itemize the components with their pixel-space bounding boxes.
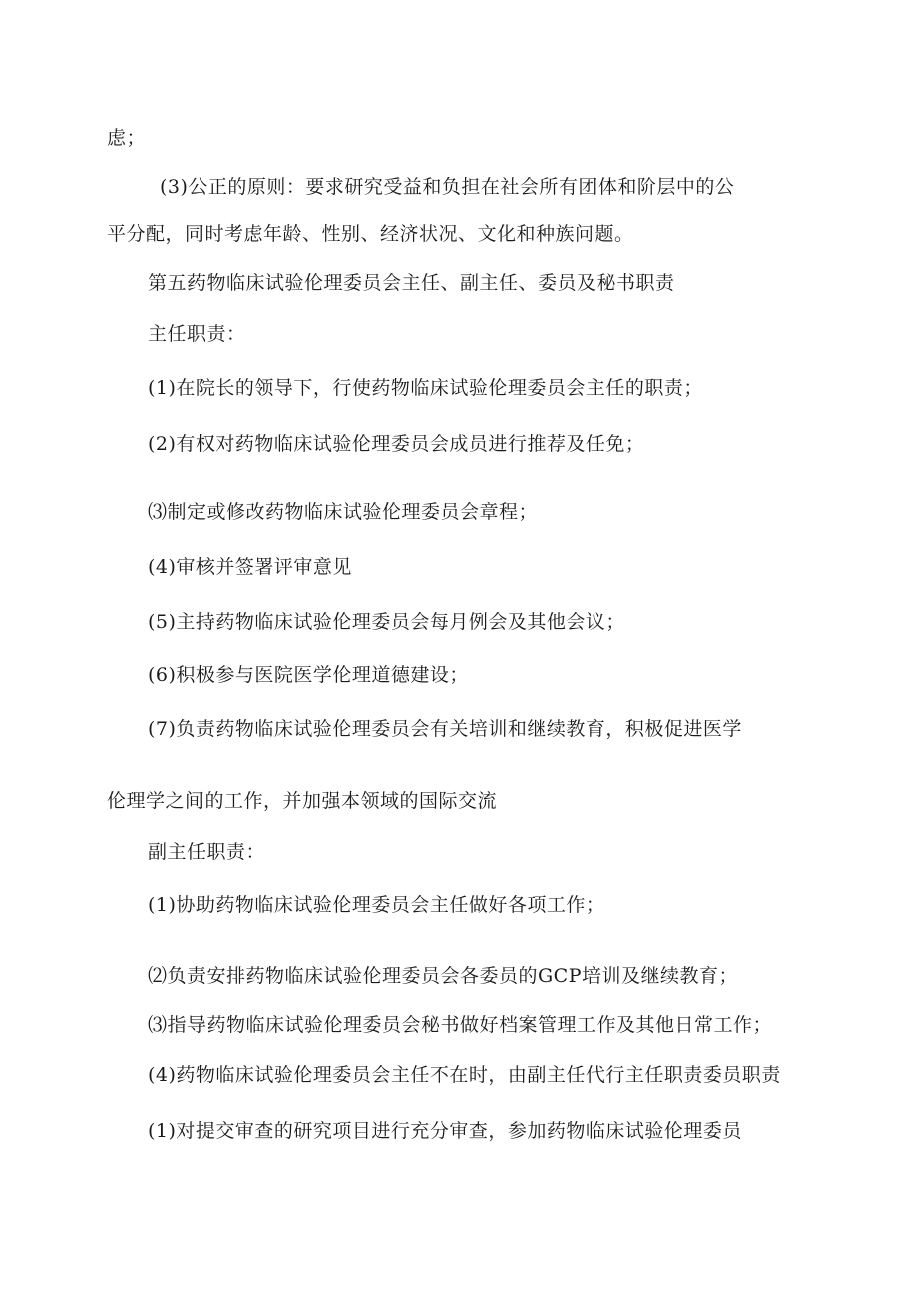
list-item: (2)有权对药物临床试验伦理委员会成员进行推荐及任免； <box>148 433 645 455</box>
list-item: (5)主持药物临床试验伦理委员会每月例会及其他会议； <box>148 611 625 633</box>
subheading-director-duties: 主任职责： <box>148 323 246 345</box>
list-item: ⑶制定或修改药物临床试验伦理委员会章程； <box>148 501 539 523</box>
subheading-deputy-director-duties: 副主任职责： <box>148 841 266 863</box>
text-line: 虑； <box>107 127 147 149</box>
list-item: ⑶指导药物临床试验伦理委员会秘书做好档案管理工作及其他日常工作； <box>148 1014 773 1036</box>
list-item-continuation: 伦理学之间的工作，并加强本领域的国际交流 <box>107 790 498 812</box>
text-line: 平分配，同时考虑年龄、性别、经济状况、文化和种族问题。 <box>107 223 634 245</box>
list-item: (7)负责药物临床试验伦理委员会有关培训和继续教育，积极促进医学 <box>148 718 742 740</box>
list-item: (6)积极参与医院医学伦理道德建设； <box>148 664 469 686</box>
list-item: (4)药物临床试验伦理委员会主任不在时，由副主任代行主任职责委员职责 <box>148 1064 781 1086</box>
list-item: (1)对提交审查的研究项目进行充分审查，参加药物临床试验伦理委员 <box>148 1120 742 1142</box>
text-line: (3)公正的原则：要求研究受益和负担在社会所有团体和阶层中的公 <box>160 176 735 198</box>
list-item: ⑵负责安排药物临床试验伦理委员会各委员的GCP培训及继续教育； <box>148 965 739 987</box>
section-heading: 第五药物临床试验伦理委员会主任、副主任、委员及秘书职责 <box>148 272 675 294</box>
list-item: (1)协助药物临床试验伦理委员会主任做好各项工作； <box>148 894 606 916</box>
list-item: (4)审核并签署评审意见 <box>148 556 352 578</box>
list-item: (1)在院长的领导下，行使药物临床试验伦理委员会主任的职责； <box>148 377 703 399</box>
